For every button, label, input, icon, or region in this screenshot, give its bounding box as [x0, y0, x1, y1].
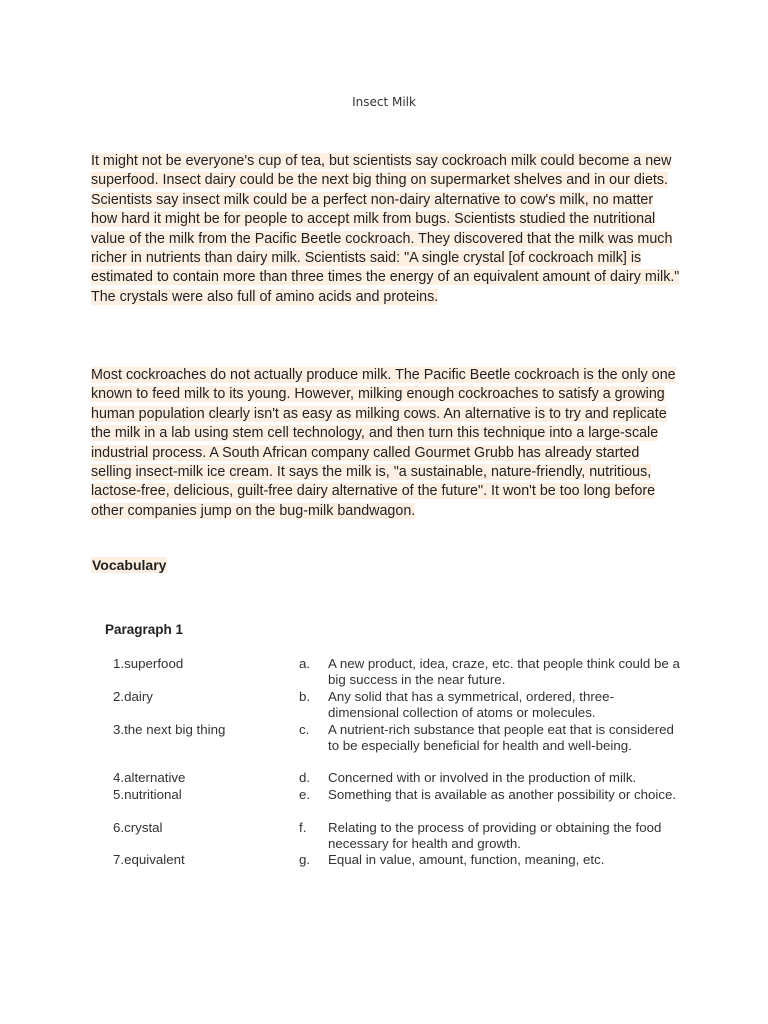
definition-letter: c. — [299, 722, 310, 737]
vocabulary-row — [113, 770, 683, 787]
vocabulary-definition: Equal in value, amount, function, meaning, etc. — [328, 852, 605, 867]
vocabulary-term: 4.alternative — [113, 770, 186, 785]
vocabulary-row — [113, 689, 683, 722]
vocabulary-row — [113, 852, 683, 869]
vocabulary-term: 3.the next big thing — [113, 722, 226, 737]
definition-letter: a. — [299, 656, 311, 671]
vocabulary-row — [113, 656, 683, 689]
paragraph-2-text: Most cockroaches do not actually produce milk. The Pacific Beetle cockroach is the only one known to feed milk to its young. However, milking enough cockroaches to satisfy a growing human population clearly isn't as easy as milking cows. An alternative is to try and replicate the milk in a lab using stem cell technology, and then turn this technique into a large-scale industrial process. A South African company called Gourmet Grubb has already started selling insect-milk ice cream. It says the milk is, "a sustainable, nature-friendly, nutritious, lactose-free, delicious, guilt-free dairy alternative of the future". It won't be too long before other companies jump on the bug-milk bandwagon. — [91, 367, 676, 519]
vocabulary-term: 2.dairy — [113, 689, 153, 704]
definition-letter: g. — [299, 852, 311, 867]
vocabulary-row — [113, 722, 683, 770]
vocabulary-definition: A nutrient-rich substance that people eat that is considered to be especially beneficial for health and well-being. — [328, 722, 674, 753]
paragraph-2 — [91, 366, 681, 521]
vocabulary-heading: Vocabulary — [92, 557, 167, 573]
paragraph-1 — [91, 152, 681, 307]
definition-letter: e. — [299, 787, 311, 802]
vocabulary-definition: Concerned with or involved in the production of milk. — [328, 770, 637, 785]
vocabulary-term: 7.equivalent — [113, 852, 185, 867]
vocabulary-term: 6.crystal — [113, 820, 163, 835]
section-heading: Paragraph 1 — [105, 622, 184, 637]
vocabulary-definition: A new product, idea, craze, etc. that people think could be a big success in the near future. — [328, 656, 680, 687]
vocabulary-term: 5.nutritional — [113, 787, 182, 802]
vocabulary-table — [113, 656, 683, 869]
vocabulary-term: 1.superfood — [113, 656, 184, 671]
definition-letter: d. — [299, 770, 311, 785]
vocabulary-definition: Any solid that has a symmetrical, ordered, three-dimensional collection of atoms or molecules. — [328, 689, 615, 720]
paragraph-1-text: It might not be everyone's cup of tea, but scientists say cockroach milk could become a new superfood. Insect dairy could be the next big thing on supermarket shelves and in our diets. Scientists say insect milk could be a perfect non-dairy alternative to cow's milk, no matter how hard it might be for people to accept milk from bugs. Scientists studied the nutritional value of the milk from the Pacific Beetle cockroach. They discovered that the milk was much richer in nutrients than dairy milk. Scientists said: "A single crystal [of cockroach milk] is estimated to contain more than three times the energy of an equivalent amount of dairy milk." The crystals were also full of amino acids and proteins. — [91, 153, 680, 305]
vocabulary-definition: Relating to the process of providing or obtaining the food necessary for health and growth. — [328, 820, 662, 851]
vocabulary-definition: Something that is available as another possibility or choice. — [328, 787, 677, 802]
page-title: Insect Milk — [352, 95, 416, 109]
definition-letter: f. — [299, 820, 307, 835]
vocabulary-row — [113, 820, 683, 852]
vocabulary-row — [113, 787, 683, 820]
definition-letter: b. — [299, 689, 311, 704]
